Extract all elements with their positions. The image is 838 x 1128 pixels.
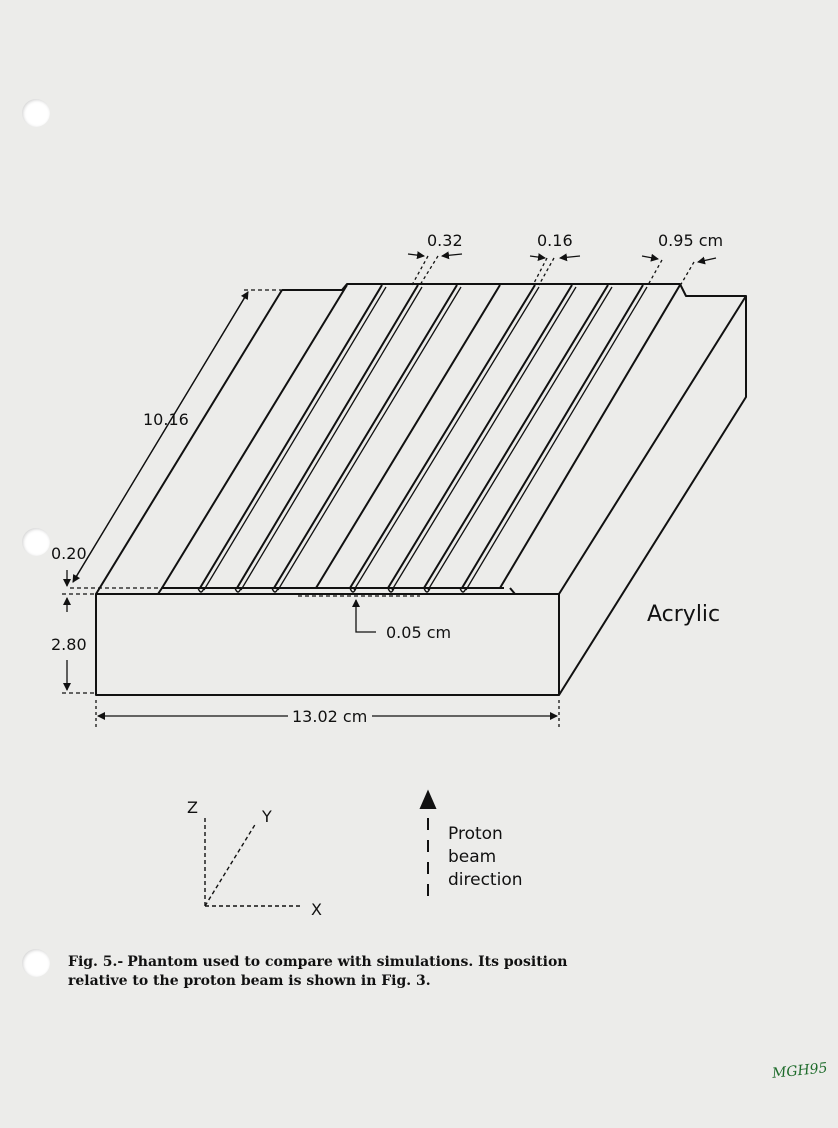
caption-text: Phantom used to compare with simulations. Its position relative to the proton beam is shown in Fig. 3.	[68, 954, 568, 989]
axis-label-x: X	[311, 900, 322, 919]
axes-legend	[205, 816, 300, 906]
label-width: 13.02 cm	[292, 707, 368, 726]
beam-label-line-2: beam	[448, 847, 497, 867]
label-groove-width-3: 0.95 cm	[658, 231, 724, 250]
label-depth: 10.16	[143, 410, 189, 429]
caption-label: Fig. 5.-	[68, 954, 124, 970]
grooves	[162, 285, 680, 592]
label-groove-width-1: 0.32	[427, 231, 463, 250]
axis-label-z: Z	[187, 798, 198, 817]
dimension-labels	[51, 231, 723, 726]
y-axis-line	[205, 823, 256, 906]
label-material: Acrylic	[647, 602, 721, 627]
beam-label-line-1: Proton	[448, 824, 503, 844]
label-rib-step: 0.05 cm	[386, 623, 452, 642]
handwritten-annotation: MGH95	[771, 1060, 829, 1082]
block-front-face	[96, 594, 559, 695]
axis-label-y: Y	[262, 807, 272, 826]
label-groove-width-2: 0.16	[537, 231, 573, 250]
block-side-face	[559, 296, 746, 695]
beam-label-line-3: direction	[448, 870, 523, 890]
beam-direction-arrow	[421, 792, 435, 896]
label-height: 2.80	[51, 635, 87, 654]
figure-caption	[68, 953, 628, 991]
label-groove-depth: 0.20	[51, 544, 87, 563]
